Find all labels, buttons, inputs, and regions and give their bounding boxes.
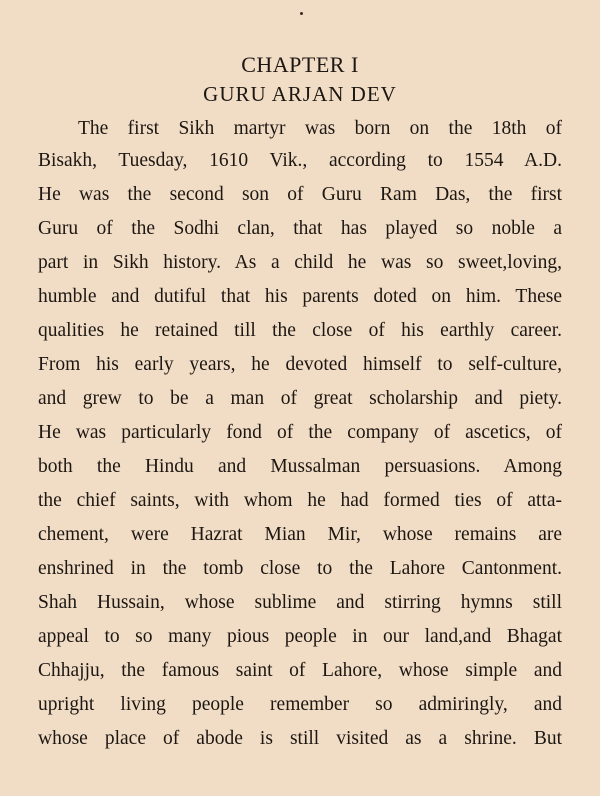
text-line: appeal to so many pious people in our land,and Bhagat (38, 626, 562, 647)
chapter-number: CHAPTER I (241, 52, 359, 77)
text-line: He was particularly fond of the company of ascetics, of (38, 422, 562, 443)
text-line: part in Sikh history. As a child he was so sweet,loving, (38, 252, 562, 273)
text-line: enshrined in the tomb close to the Lahore Cantonment. (38, 558, 562, 579)
text-line: Bisakh, Tuesday, 1610 Vik., according to 1554 A.D. (38, 150, 562, 171)
text-line: The first Sikh martyr was born on the 18th of (78, 118, 562, 139)
text-line: upright living people remember so admiringly, and (38, 694, 562, 715)
text-line: From his early years, he devoted himself to self-culture, (38, 354, 562, 375)
text-line: and grew to be a man of great scholarship and piety. (38, 388, 562, 409)
text-line: Shah Hussain, whose sublime and stirring hymns still (38, 592, 562, 613)
text-line: whose place of abode is still visited as a shrine. But (38, 728, 562, 749)
ink-speck (300, 12, 303, 15)
chapter-title: GURU ARJAN DEV (203, 82, 397, 106)
text-line: chement, were Hazrat Mian Mir, whose remains are (38, 524, 562, 545)
text-line: qualities he retained till the close of his earthly career. (38, 320, 562, 341)
text-line: humble and dutiful that his parents doted on him. These (38, 286, 562, 307)
text-line: both the Hindu and Mussalman persuasions. Among (38, 456, 562, 477)
text-line: the chief saints, with whom he had formed ties of atta- (38, 490, 562, 511)
text-line: Chhajju, the famous saint of Lahore, whose simple and (38, 660, 562, 681)
text-line: He was the second son of Guru Ram Das, the first (38, 184, 562, 205)
text-line: Guru of the Sodhi clan, that has played so noble a (38, 218, 562, 239)
